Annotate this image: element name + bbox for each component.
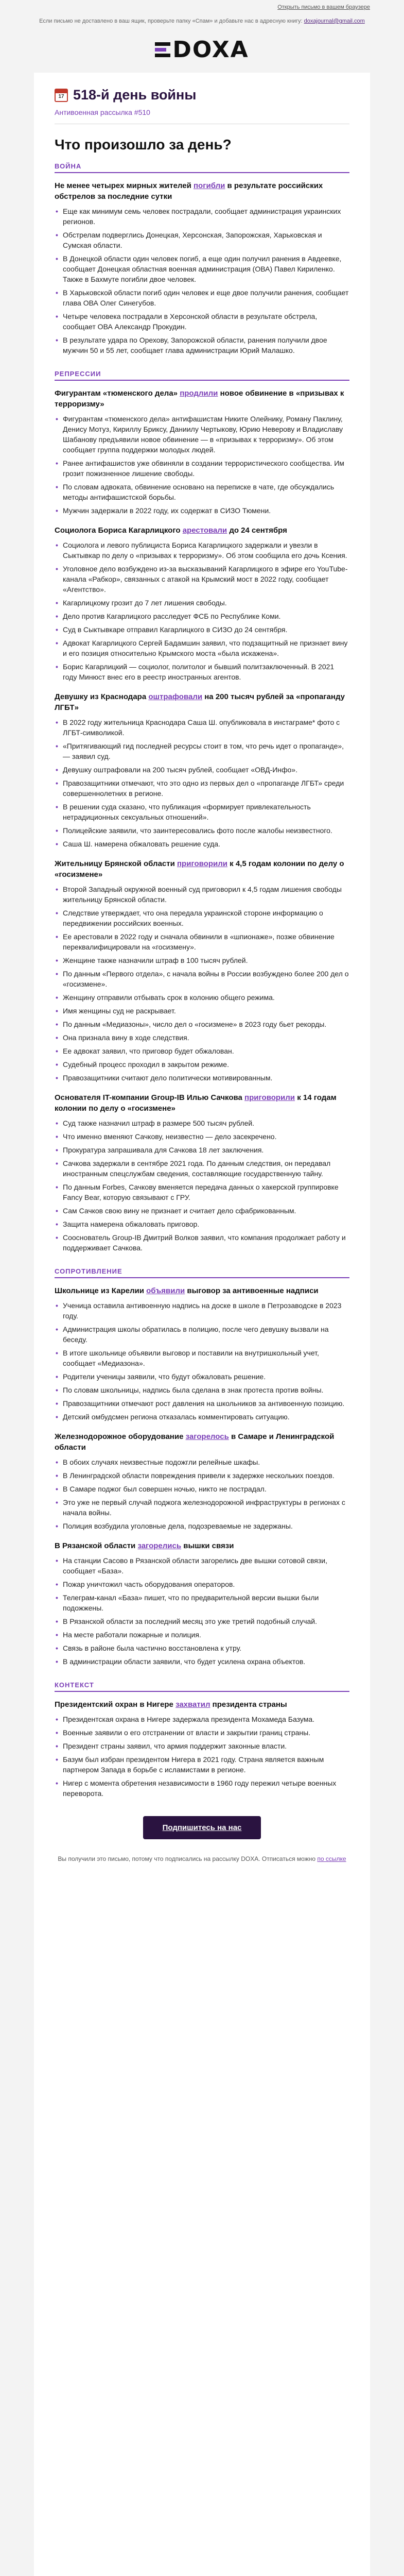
bullet-item: • Фигурантам «тюменского дела» антифашистам Никите Олейнику, Роману Паклину, Денису Мотуз, Кириллу Бриксу, Даниилу Чертыкову, Юрию Неверову и Владиславу Шабанову предъявили новое обвинение — в «призывах к терроризму». Об этом сообщает группа поддержки молодых людей. [55,414,349,455]
bullet-item: • В Харьковской области погиб один человек и еще двое получили ранения, сообщает глава ОВА Олег Синегубов. [55,287,349,308]
story-title-link[interactable]: приговорили [244,1093,295,1102]
section-heading: СОПРОТИВЛЕНИЕ [55,1267,349,1278]
bullet-item: • Социолога и левого публициста Бориса Кагарлицкого задержали и увезли в Сыктывкар по делу о «призывах к терроризму». Об этом сообщила его дочь Ксения. [55,540,349,561]
sections [55,162,349,1799]
bullet-item: • По данным «Медиазоны», число дел о «госизмене» в 2023 году бьет рекорды. [55,1019,349,1029]
story-title-pre: В Рязанской области [55,1541,136,1550]
cta-wrap [55,1816,349,1839]
story-title-link[interactable]: оштрафовали [148,692,203,701]
bullet-item: • В результате удара по Орехову, Запорожской области, ранения получили двое мужчин 50 и 55 лет, сообщает глава администрации Юрий Малашко. [55,335,349,355]
story-title-post: президента страны [210,1700,287,1709]
war-day-title [55,87,349,103]
bullet-item: • Кагарлицкому грозит до 7 лет лишения свободы. [55,598,349,608]
story-title [55,691,349,713]
story-title [55,1540,349,1551]
bullet-item: • Девушку оштрафовали на 200 тысяч рублей, сообщает «ОВД-Инфо». [55,765,349,775]
story-title-pre: Девушку из Краснодара [55,692,147,701]
story-title-link[interactable]: приговорили [177,859,227,868]
story-bullets [55,1118,349,1253]
bullet-item: • Она признала вину в ходе следствия. [55,1032,349,1043]
bullet-item: • По данным Forbes, Сачкову вменяется передача данных о хакерской группировке Fancy Bear, которую связывают с ГРУ. [55,1182,349,1202]
story [55,1431,349,1531]
bullet-item: • Администрация школы обратилась в полицию, после чего девушку вызвали на беседу. [55,1324,349,1345]
story [55,1540,349,1667]
bullet-item: • Базум был избран президентом Нигера в 2021 году. Страна является важным партнером Запада в борьбе с исламистами в регионе. [55,1754,349,1775]
unsubscribe-note [55,1855,349,1863]
logo-text: DOXA [172,37,249,63]
unsubscribe-note-text: Вы получили это письмо, потому что подписались на рассылку DOXA. Отписаться можно [58,1855,316,1862]
bullet-item: • Судебный процесс проходил в закрытом режиме. [55,1059,349,1070]
story-title-link[interactable]: продлили [180,389,218,398]
bullet-item: • Это уже не первый случай поджога железнодорожной инфраструктуры в регионах с начала войны. [55,1497,349,1518]
bullet-item: • Второй Западный окружной военный суд приговорил к 4,5 годам лишения свободы жительницу Брянской области. [55,884,349,905]
story-bullets [55,884,349,1083]
bullet-item: • Защита намерена обжаловать приговор. [55,1219,349,1229]
bullet-item: • Что именно вменяют Сачкову, неизвестно — дело засекречено. [55,1131,349,1142]
subscribe-button[interactable]: Подпишитесь на нас [143,1816,261,1839]
bullet-item: • Сооснователь Group-IB Дмитрий Волков заявил, что компания продолжает работу и поддерживает Сачкова. [55,1232,349,1253]
story-title [55,1285,349,1296]
story-title-post: новое обвинение в «призывах к терроризму» [55,389,344,409]
bullet-item: • Ее адвокат заявил, что приговор будет обжалован. [55,1046,349,1056]
bullet-item: • Адвокат Кагарлицкого Сергей Бадамшин заявил, что подзащитный не признает вину и его позиция относительно Крымского моста «была искажена». [55,638,349,658]
bullet-item: • Уголовное дело возбуждено из-за высказываний Кагарлицкого в эфире его YouTube-канала «Рабкор», связанных с атакой на Крымский мост в 2022 году, сообщает «Агентство». [55,564,349,595]
bullet-item: • Телеграм-канал «База» пишет, что по предварительной версии вышки были подожжены. [55,1592,349,1613]
story [55,388,349,516]
bullet-item: • Суд также назначил штраф в размере 500 тысяч рублей. [55,1118,349,1128]
bullet-item: • Прокуратура запрашивала для Сачкова 18 лет заключения. [55,1145,349,1155]
story-title-link[interactable]: загорелись [137,1541,182,1550]
bullet-item: • Правозащитники считают дело политически мотивированным. [55,1073,349,1083]
bullet-item: • Имя женщины суд не раскрывает. [55,1006,349,1016]
story-title-post: в Самаре и Ленинградской области [55,1432,335,1452]
story-title-post: выговор за антивоенные надписи [185,1286,319,1295]
bullet-item: • В Самаре поджог был совершен ночью, никто не пострадал. [55,1484,349,1494]
story-title-post: вышки связи [181,1541,234,1550]
bullet-item: • Правозащитники отмечают рост давления на школьников за антивоенную позицию. [55,1398,349,1409]
story-title-post: до 24 сентября [227,526,287,535]
bullet-item: • Военные заявили о его отстранении от власти и закрытии границ страны. [55,1727,349,1738]
bullet-item: • Полицейские заявили, что заинтересовались фото после жалобы неизвестного. [55,825,349,836]
story [55,180,349,355]
logo-wrap [0,37,404,63]
story-bullets [55,1555,349,1667]
bullet-item: • Ученица оставила антивоенную надпись на доске в школе в Петрозаводске в 2023 году. [55,1300,349,1321]
spam-notice-text: Если письмо не доставлено в ваш ящик, проверьте папку «Спам» и добавьте нас в адресную книгу: [39,18,303,24]
issue-number: Антивоенная рассылка #510 [55,108,150,116]
story-title-link[interactable]: загорелось [185,1432,229,1441]
bullet-item: • По словам школьницы, надпись была сделана в знак протеста против войны. [55,1385,349,1395]
bullet-item: • В обоих случаях неизвестные подожгли релейные шкафы. [55,1457,349,1467]
bullet-item: • В 2022 году жительница Краснодара Саша Ш. опубликовала в инстаграме* фото с ЛГБТ-символикой. [55,717,349,738]
story-title [55,180,349,202]
story-title-pre: Фигурантам «тюменского дела» [55,389,178,398]
story-bullets [55,1300,349,1422]
bullet-item: • Женщине также назначили штраф в 100 тысяч рублей. [55,955,349,965]
story-title-post: к 14 годам колонии по делу о «госизмене» [55,1093,337,1113]
bullet-item: • Пожар уничтожил часть оборудования операторов. [55,1579,349,1589]
logo-bars-icon [155,40,170,59]
story-title [55,1431,349,1453]
bullet-item: • Дело против Кагарлицкого расследует ФСБ по Республике Коми. [55,611,349,621]
story-title-link[interactable]: погибли [194,181,225,190]
bullet-item: • Сам Сачков свою вину не признает и считает дело сфабрикованным. [55,1206,349,1216]
bullet-item: • Родители ученицы заявили, что будут обжаловать решение. [55,1371,349,1382]
bullet-item: • Ранее антифашистов уже обвиняли в создании террористического сообщества. Им грозит пожизненное лишение свободы. [55,458,349,479]
story-title-pre: Школьнице из Карелии [55,1286,144,1295]
bullet-item: • В итоге школьнице объявили выговор и поставили на внутришкольный учет, сообщает «Медиазона». [55,1348,349,1368]
bullet-item: • Детский омбудсмен региона отказалась комментировать ситуацию. [55,1412,349,1422]
bullet-item: • В Донецкой области один человек погиб, а еще один получил ранения в Авдеевке, сообщает Донецкая областная военная администрация (ОВА) Павел Кириленко. Также в Бахмуте погибли двое человек. [55,253,349,284]
story [55,1092,349,1253]
story-title-pre: Железнодорожное оборудование [55,1432,184,1441]
bullet-item: • Саша Ш. намерена обжаловать решение суда. [55,839,349,849]
story [55,525,349,682]
story-title-pre: Президентский охран в Нигере [55,1700,173,1709]
story-title-pre: Не менее четырех мирных жителей [55,181,191,190]
bullet-item: • В Ленинградской области повреждения привели к задержке нескольких поездов. [55,1470,349,1481]
bullet-item: • Мужчин задержали в 2022 году, их содержат в СИЗО Тюмени. [55,505,349,516]
story [55,691,349,849]
story-bullets [55,540,349,682]
story-bullets [55,717,349,849]
bullet-item: • Президентская охрана в Нигере задержала президента Мохамеда Базума. [55,1714,349,1724]
section-heading: ВОЙНА [55,162,349,173]
topbar [34,4,370,12]
bullet-item: • В Рязанской области за последний месяц это уже третий подобный случай. [55,1616,349,1626]
section-heading: КОНТЕКСТ [55,1681,349,1692]
story-bullets [55,206,349,355]
story-title [55,388,349,410]
story-title-post: к 4,5 годам колонии по делу о «госизмене» [55,859,344,879]
bullet-item: • Еще как минимум семь человек пострадали, сообщает администрация украинских регионов. [55,206,349,227]
section-heading: РЕПРЕССИИ [55,370,349,381]
story-bullets [55,414,349,516]
story [55,858,349,1083]
story-title-post: на 200 тысяч рублей за «пропаганду ЛГБТ» [55,692,345,712]
bullet-item: • Связь в районе была частично восстановлена к утру. [55,1643,349,1653]
story-title [55,858,349,880]
bullet-item: • Следствие утверждает, что она передала украинской стороне информацию о передвижении российских военных. [55,908,349,928]
unsubscribe-link[interactable]: по ссылке [317,1855,346,1862]
bullet-item: • Полиция возбудила уголовные дела, подозреваемые не задержаны. [55,1521,349,1531]
calendar-icon [55,89,68,102]
open-in-browser-link[interactable]: Открыть письмо в вашем браузере [277,4,370,10]
story-title-pre: Основателя IT-компании Group-IB Илью Сачкова [55,1093,242,1102]
notice-email-link[interactable]: doxajournal@gmail.com [304,18,365,24]
bullet-item: • «Притягивающий гид последней ресурсы стоит в том, что речь идет о пропаганде», — заявил суд. [55,741,349,761]
bullet-item: • Обстрелам подверглись Донецкая, Херсонская, Запорожская, Харьковская и Сумская области. [55,230,349,250]
story-bullets [55,1714,349,1799]
story [55,1285,349,1422]
newsletter-card [34,73,370,2576]
bullet-item: • Правозащитники отмечают, что это одно из первых дел о «пропаганде ЛГБТ» среди совершеннолетних в регионе. [55,778,349,799]
bullet-item: • Нигер с момента обретения независимости в 1960 году пережил четыре военных переворота. [55,1778,349,1799]
bullet-item: • Борис Кагарлицкий — социолог, политолог и бывший политзаключенный. В 2021 году Минюст внес его в реестр иностранных агентов. [55,662,349,682]
bullet-item: • В решении суда сказано, что публикация «формирует привлекательность нетрадиционных сексуальных отношений». [55,802,349,822]
story-title-pre: Жительницу Брянской области [55,859,175,868]
bullet-item: • По данным «Первого отдела», с начала войны в России возбуждено более 200 дел о «госизмене». [55,969,349,989]
story [55,1699,349,1799]
bullet-item: • Президент страны заявил, что армия поддержит законные власти. [55,1741,349,1751]
story-bullets [55,1457,349,1531]
bullet-item: • На месте работали пожарные и полиция. [55,1630,349,1640]
story-title-link[interactable]: захватил [175,1700,210,1709]
bullet-item: • Сачкова задержали в сентябре 2021 года. По данным следствия, он передавал иностранным спецслужбам сведения, составляющие государственную тайну. [55,1158,349,1179]
story-title [55,1699,349,1710]
spam-notice [34,18,370,25]
bullet-item: • На станции Сасово в Рязанской области загорелись две вышки сотовой связи, сообщает «База». [55,1555,349,1576]
bullet-item: • По словам адвоката, обвинение основано на переписке в чате, где обсуждались методы антифашистской борьбы. [55,482,349,502]
story-title [55,1092,349,1114]
story-title-pre: Социолога Бориса Кагарлицкого [55,526,181,535]
story-title-link[interactable]: объявили [146,1286,185,1295]
bullet-item: • Женщину отправили отбывать срок в колонию общего режима. [55,992,349,1003]
story-title-post: в результате российских обстрелов за последние сутки [55,181,323,201]
war-day-text: 518-й день войны [73,87,197,103]
logo[interactable] [155,37,249,63]
bullet-item: • Суд в Сыктывкаре отправил Кагарлицкого в СИЗО до 24 сентября. [55,624,349,635]
headline: Что произошло за день? [55,137,232,152]
story-title [55,525,349,536]
bullet-item: • В администрации области заявили, что будет усилена охрана объектов. [55,1656,349,1667]
story-title-link[interactable]: арестовали [182,526,227,535]
bullet-item: • Ее арестовали в 2022 году и сначала обвинили в «шпионаже», позже обвинение переквалифицировали на «госизмену». [55,931,349,952]
bullet-item: • Четыре человека пострадали в Херсонской области в результате обстрела, сообщает ОВА Александр Прокудин. [55,311,349,332]
